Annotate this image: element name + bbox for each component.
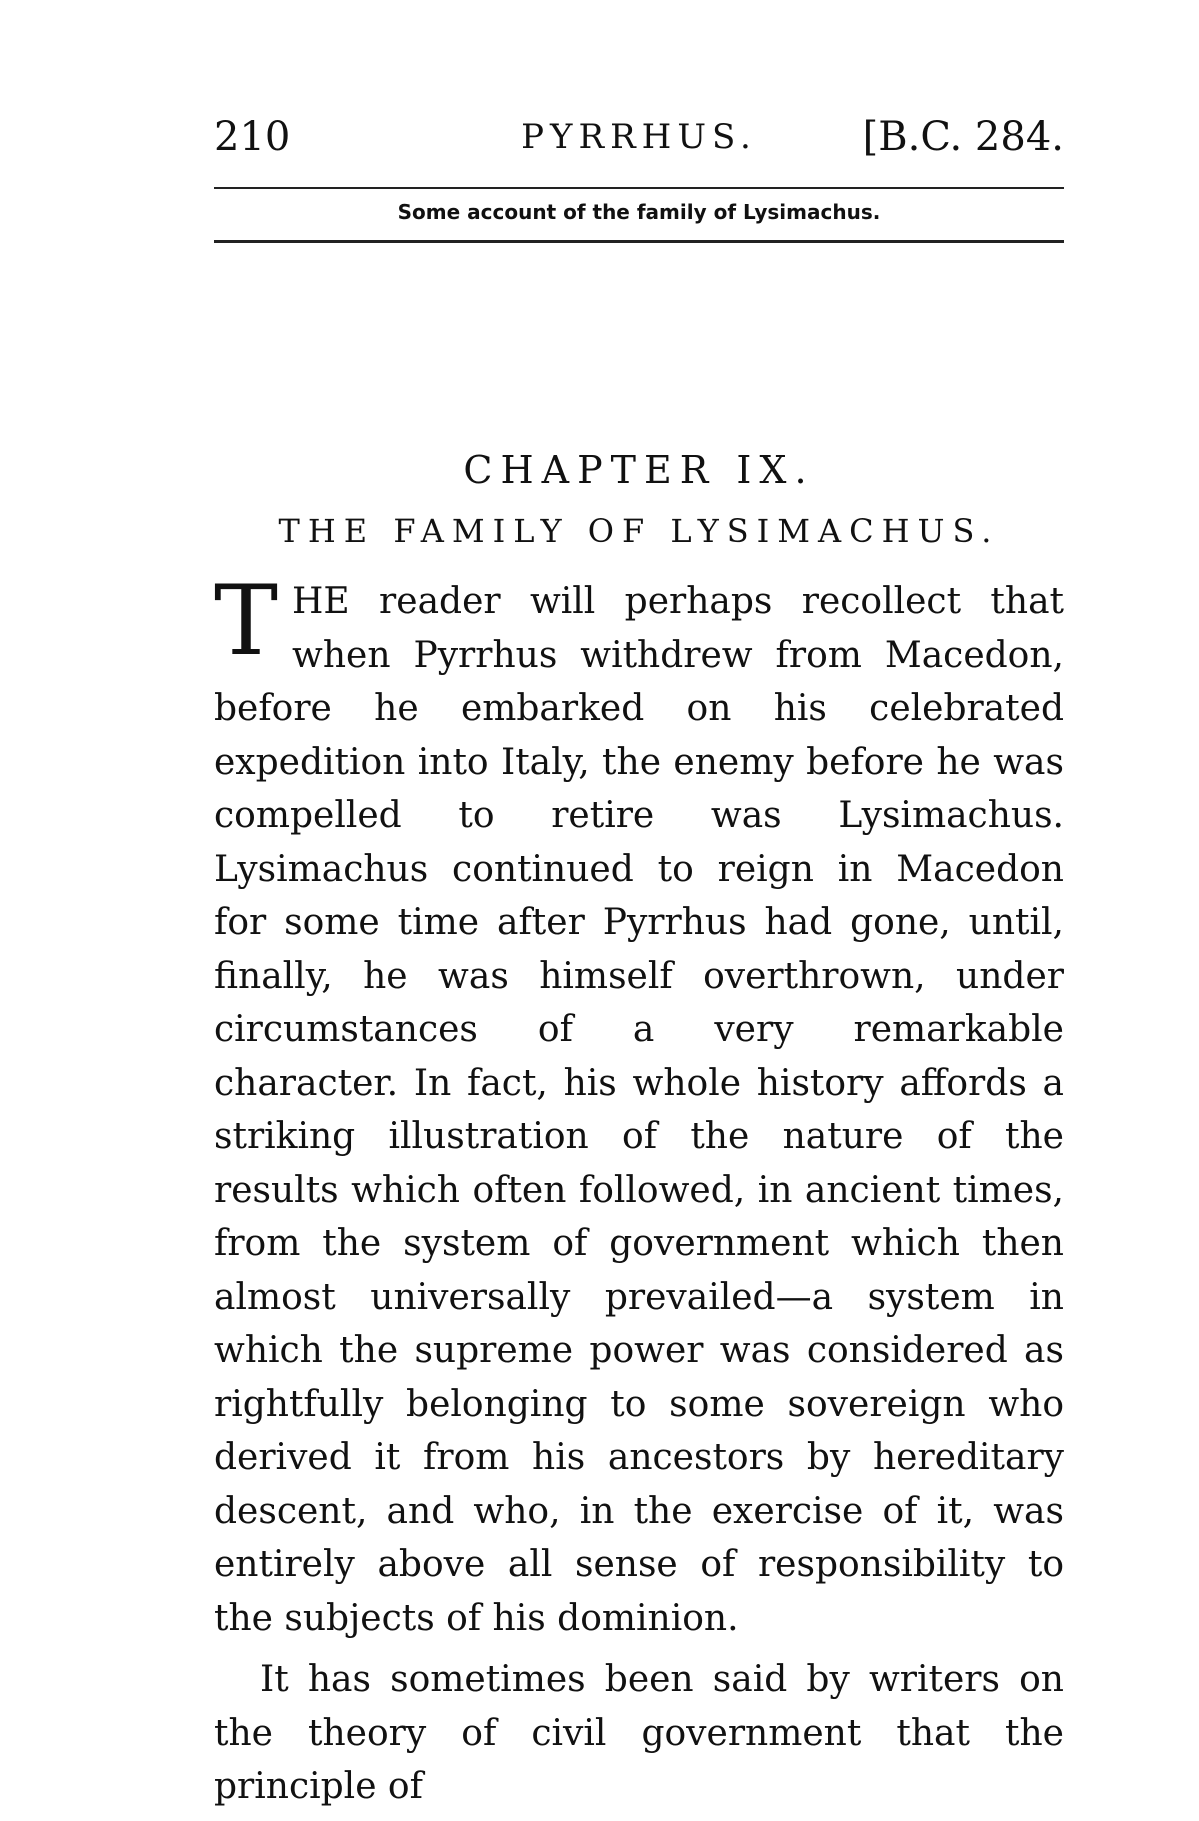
page-subheading: Some account of the family of Lysimachus. bbox=[397, 200, 881, 224]
running-title: PYRRHUS. bbox=[521, 117, 757, 157]
paragraph-text: It has sometimes been said by writers on the theory of civil government that the principle of bbox=[214, 1659, 1064, 1807]
date-reference: [B.C. 284. bbox=[862, 114, 1064, 160]
paragraph-text: HE reader will perhaps recollect that when Pyrrhus withdrew from Macedon, before he embarked on his celebrated expedition into Italy, the enemy before he was compelled to retire was Lysimachus. Lysimachus continued to reign in Macedon for some time after Pyrrhus had gone, until, finally, he was himself overthrown, under circumstances of a very remarkable character. In fact, his whole history affords a striking illustration of the nature of the results which often followed, in ancient times, from the system of government which then almost universally prevailed—a system in which the supreme power was considered as rightfully belonging to some sovereign who derived it from his ancestors by hereditary descent, and who, in the exercise of it, was entirely above all sense of responsibility to the subjects of his dominion. bbox=[214, 581, 1064, 1639]
chapter-label: CHAPTER IX. bbox=[463, 448, 815, 492]
header-rule-bottom bbox=[214, 240, 1064, 243]
paragraph bbox=[214, 565, 1064, 1645]
chapter-title: THE FAMILY OF LYSIMACHUS. bbox=[278, 512, 1000, 550]
drop-cap: T bbox=[214, 565, 279, 677]
page-number: 210 bbox=[214, 114, 291, 160]
header-rule-top bbox=[214, 187, 1064, 189]
page-header bbox=[214, 112, 1064, 172]
paragraph bbox=[214, 1653, 1064, 1814]
body-text bbox=[214, 565, 1064, 1814]
